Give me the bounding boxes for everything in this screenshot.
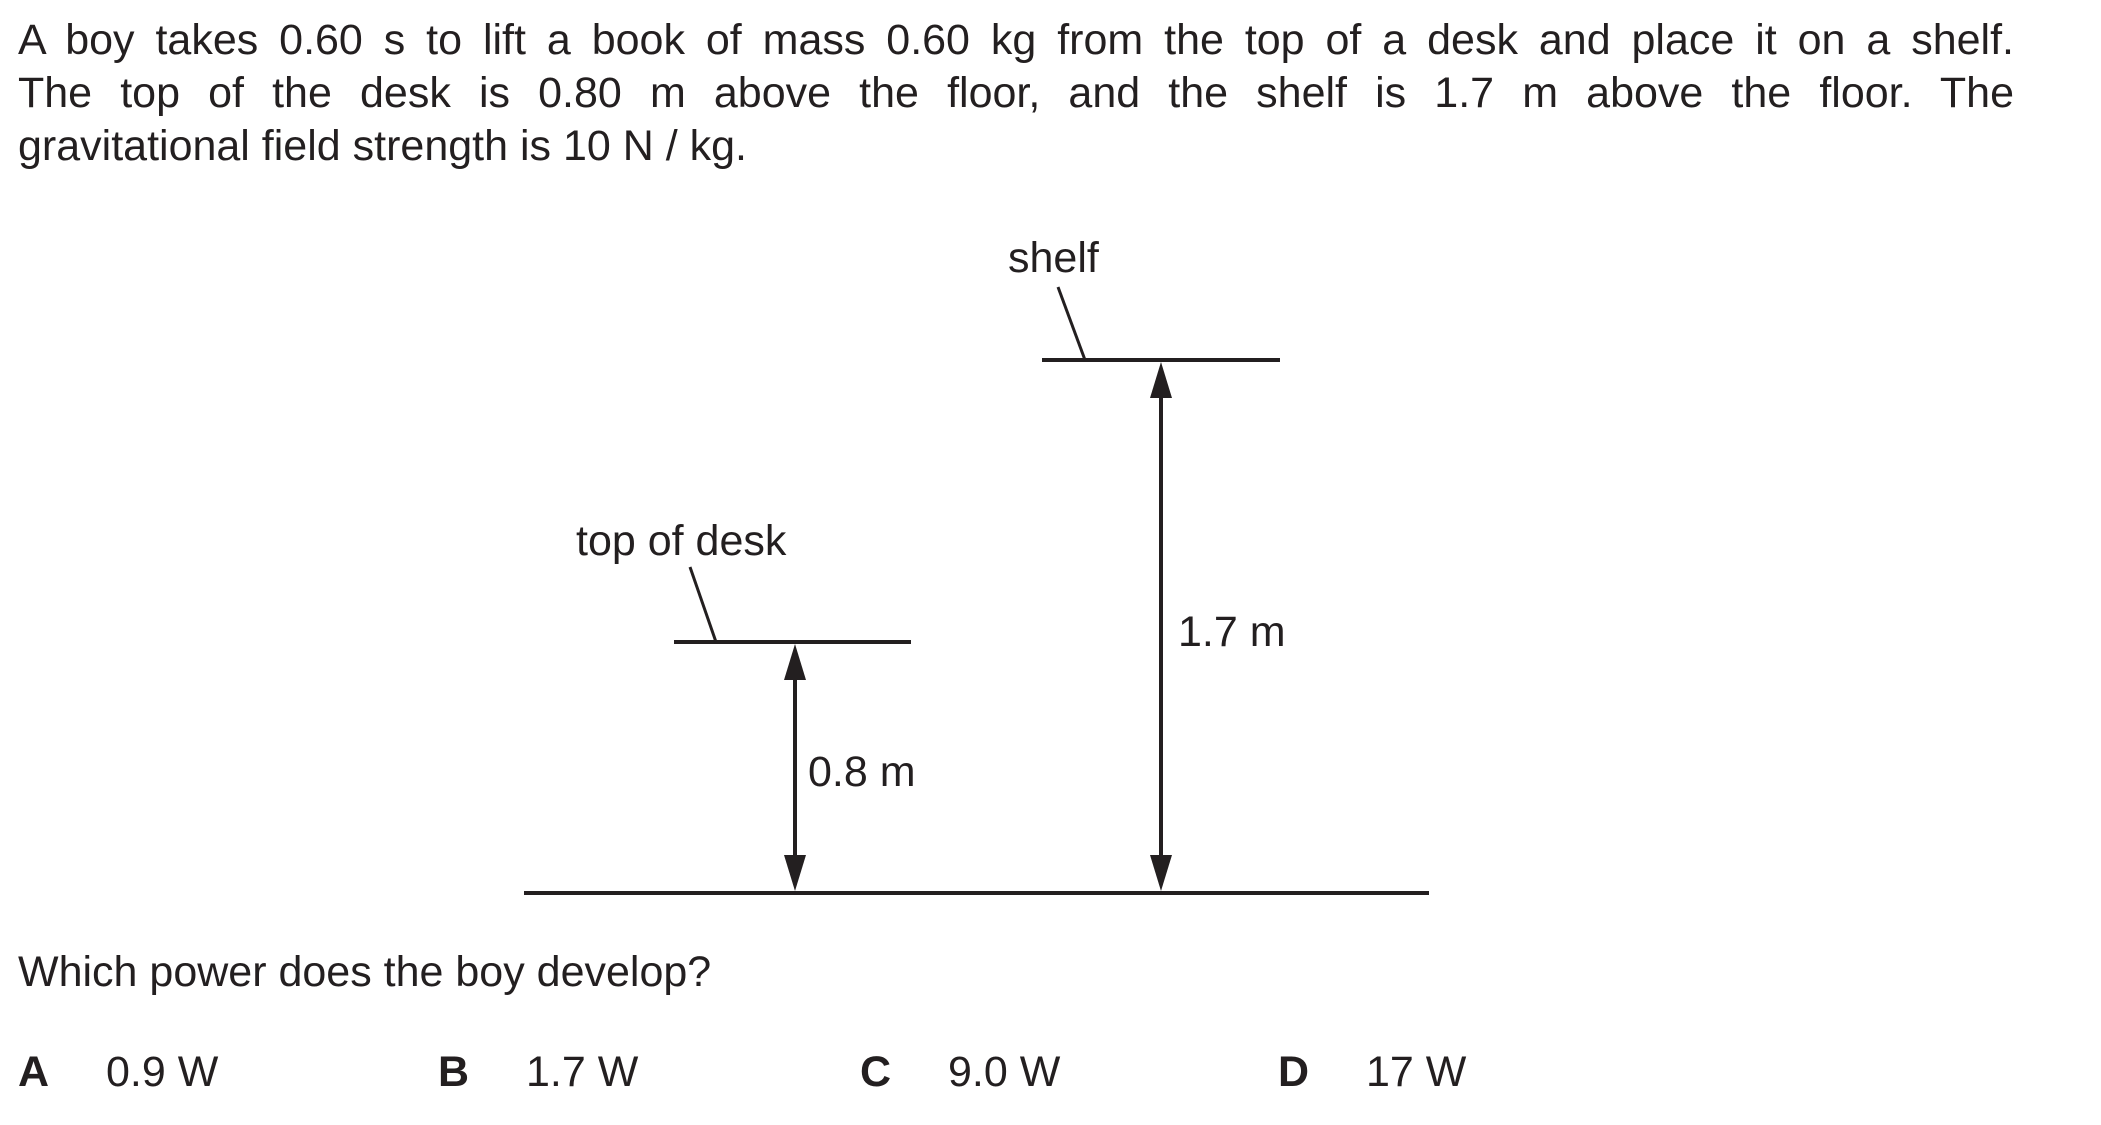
option-letter: A: [18, 1048, 50, 1096]
desk-height-arrow: [784, 644, 806, 891]
option-c[interactable]: [860, 1046, 1061, 1099]
desk-height-label: 0.8 m: [808, 748, 916, 796]
shelf-label-leader: [1058, 287, 1085, 360]
option-b[interactable]: [438, 1046, 639, 1099]
question-line-1: A boy takes 0.60 s to lift a book of mass 0.60 kg from the top of a desk and place it on a shelf.: [18, 16, 2014, 64]
shelf-height-arrow: [1150, 362, 1172, 891]
question-line-3: gravitational field strength is 10 N / kg.: [18, 122, 747, 170]
question-prompt: Which power does the boy develop?: [18, 948, 712, 996]
option-value: 1.7 W: [526, 1048, 639, 1096]
option-value: 0.9 W: [106, 1048, 219, 1096]
option-value: 17 W: [1366, 1048, 1467, 1096]
shelf-height-label: 1.7 m: [1178, 608, 1286, 656]
option-letter: B: [438, 1048, 470, 1096]
shelf-label: shelf: [1008, 234, 1099, 282]
option-a[interactable]: [18, 1046, 219, 1099]
desk-label: top of desk: [576, 517, 787, 565]
option-d[interactable]: [1278, 1046, 1467, 1099]
option-value: 9.0 W: [948, 1048, 1061, 1096]
question-line-2: The top of the desk is 0.80 m above the floor, and the shelf is 1.7 m above the floor. The: [18, 69, 2014, 117]
desk-label-leader: [690, 567, 716, 642]
option-letter: C: [860, 1048, 892, 1096]
answer-options: [18, 1046, 2018, 1099]
option-letter: D: [1278, 1048, 1310, 1096]
